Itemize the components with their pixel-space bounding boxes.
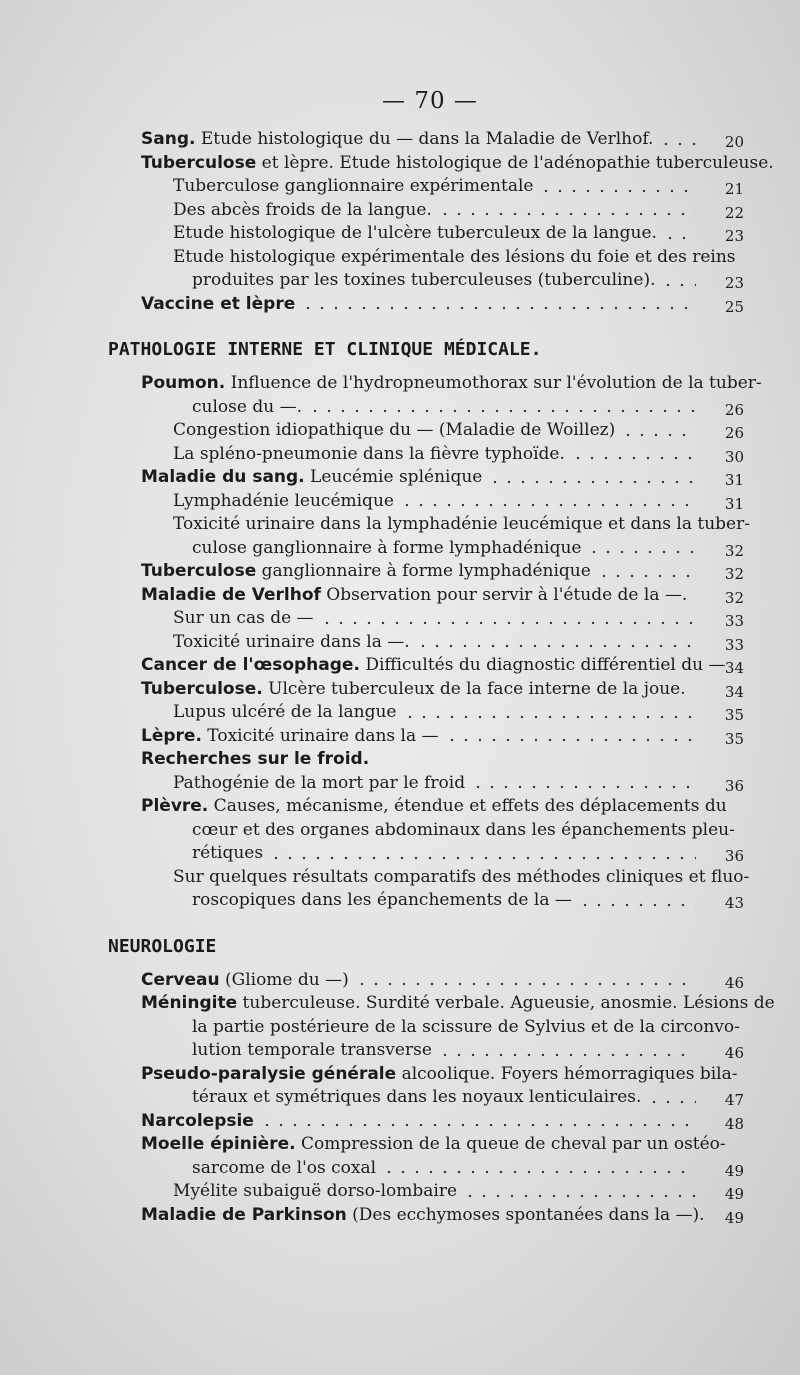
toc-entry [108, 128, 744, 152]
dot-leader [260, 1123, 696, 1127]
dot-leader [320, 621, 696, 625]
dot-leader [269, 856, 696, 860]
dot-leader [692, 691, 696, 695]
section-gap [108, 316, 744, 338]
entry-text: roscopiques dans les épanchements de la — [192, 890, 572, 910]
entry-heading: Plèvre. [141, 796, 209, 816]
line-text-wrap [173, 702, 397, 722]
dot-leader [382, 1170, 696, 1174]
page-ref: 33 [724, 635, 744, 654]
dot-leader [659, 142, 696, 146]
toc-line [108, 725, 744, 749]
line-text-wrap [141, 993, 775, 1013]
toc-entry [108, 654, 744, 678]
entry-text: alcoolique. Foyers hémorragiques bila- [396, 1063, 738, 1084]
toc-line [108, 866, 750, 890]
line-text-wrap [192, 538, 581, 558]
toc-line [108, 222, 744, 246]
line-text-wrap [173, 1181, 457, 1201]
line-text-wrap [141, 1205, 705, 1225]
page-ref: 46 [724, 973, 744, 992]
page-ref: 34 [724, 659, 744, 677]
entry-text: et lèpre. Etude histologique de l'adénopathie tuberculeuse. [256, 152, 774, 173]
page-ref: 32 [724, 588, 744, 607]
toc-line [108, 1133, 744, 1157]
dot-leader [571, 456, 696, 460]
dot-leader [663, 236, 696, 240]
entry-text: Influence de l'hydropneumothorax sur l'évolution de la tuber- [225, 373, 762, 393]
page-ref: 36 [724, 847, 744, 865]
toc-line [108, 1016, 744, 1040]
line-text-wrap [192, 270, 655, 290]
toc-entry [108, 1110, 744, 1134]
page-ref: 33 [724, 612, 744, 630]
dot-leader [355, 982, 696, 986]
line-text-wrap [141, 294, 295, 314]
entry-text: Leucémie splénique [304, 467, 483, 487]
entry-text: produites par les toxines tuberculeuses (tuberculine). [192, 270, 656, 290]
toc-line [108, 128, 744, 152]
dot-leader [445, 738, 696, 742]
toc-entry [108, 293, 744, 317]
dot-leader [403, 715, 697, 719]
line-text-wrap [141, 796, 727, 816]
entry-text: (Gliome du —) [219, 969, 349, 990]
toc-line [108, 1180, 744, 1204]
toc-line [108, 293, 744, 317]
dot-leader [539, 189, 696, 193]
dot-leader [693, 597, 696, 601]
dot-leader [400, 503, 696, 507]
page-ref: 21 [724, 180, 744, 198]
line-text-wrap [141, 1111, 254, 1131]
toc-line [108, 466, 744, 490]
page-ref: 25 [724, 297, 744, 316]
toc-line [108, 701, 744, 725]
line-text-wrap [141, 153, 774, 173]
entry-text: tuberculeuse. Surdité verbale. Agueusie, anosmie. Lésions de [237, 993, 775, 1013]
toc-entry [108, 969, 744, 993]
entry-heading: Poumon. [141, 373, 226, 393]
dot-leader [597, 574, 696, 578]
entry-text: La spléno-pneumonie dans la fièvre typhoïde. [173, 443, 565, 464]
toc-entry [108, 372, 762, 466]
table-of-contents [108, 128, 775, 1227]
toc-line [108, 372, 762, 396]
line-text-wrap [192, 843, 263, 863]
entry-heading: Maladie de Verlhof [141, 584, 321, 605]
toc-line [108, 748, 744, 772]
line-text-wrap [141, 655, 726, 675]
entry-heading: Sang. [141, 129, 196, 149]
dot-leader [416, 644, 696, 648]
page-ref: 49 [724, 1185, 744, 1203]
line-text-wrap [173, 867, 749, 887]
page-ref: 35 [724, 729, 744, 748]
page-ref: 49 [724, 1208, 744, 1227]
toc-line [108, 842, 744, 866]
entry-text: cœur et des organes abdominaux dans les épanchements pleu- [192, 819, 735, 840]
dot-leader [463, 1194, 696, 1198]
entry-text: Tuberculose ganglionnaire expérimentale [173, 176, 534, 196]
toc-line [108, 1204, 744, 1228]
page-ref: 23 [724, 274, 744, 292]
line-text-wrap [173, 773, 465, 793]
entry-heading: Cerveau [141, 969, 220, 990]
toc-entry [108, 748, 744, 795]
entry-text: Compression de la queue de cheval par un ostéo- [295, 1134, 726, 1154]
dot-leader [661, 283, 696, 287]
line-text-wrap [141, 1134, 726, 1154]
line-text-wrap [192, 820, 735, 840]
line-text-wrap [173, 444, 565, 464]
page-ref: 22 [724, 203, 744, 222]
toc-line [108, 1086, 744, 1110]
toc-line [108, 1063, 744, 1087]
entry-text: Toxicité urinaire dans la lymphadénie leucémique et dans la tuber- [173, 514, 750, 534]
toc-line [108, 443, 744, 467]
entry-text: Sur quelques résultats comparatifs des méthodes cliniques et fluo- [173, 866, 750, 887]
entry-text: Lymphadénie leucémique [173, 490, 394, 511]
page-ref: 26 [724, 424, 744, 442]
entry-text: ganglionnaire à forme lymphadénique [256, 561, 591, 581]
entry-heading: Vaccine et lèpre [141, 293, 296, 314]
entry-text: Causes, mécanisme, étendue et effets des déplacements du [208, 796, 727, 816]
page-ref: 36 [724, 776, 744, 795]
dot-leader [621, 433, 696, 437]
dot-leader [438, 1053, 696, 1057]
page-ref: 30 [724, 447, 744, 466]
toc-line [108, 1110, 744, 1134]
toc-entry [108, 1204, 744, 1228]
page-ref: 32 [724, 541, 744, 560]
entry-text: Difficultés du diagnostic différentiel du — [359, 655, 726, 675]
entry-text: Myélite subaiguë dorso-lombaire [173, 1181, 458, 1201]
line-text-wrap [192, 890, 572, 910]
line-text-wrap [173, 223, 657, 243]
entry-text: lution temporale transverse [192, 1040, 432, 1060]
line-text-wrap [141, 726, 439, 746]
toc-line [108, 584, 744, 608]
toc-line [108, 654, 744, 678]
entry-heading: Narcolepsie [141, 1110, 254, 1131]
entry-text: la partie postérieure de la scissure de Sylvius et de la circonvo- [192, 1016, 740, 1037]
entry-heading: Recherches sur le froid. [141, 749, 370, 769]
toc-line [108, 490, 744, 514]
dot-leader [578, 903, 696, 907]
toc-line [108, 419, 744, 443]
line-text-wrap [141, 467, 482, 487]
page-ref: 23 [724, 227, 744, 245]
line-text-wrap [192, 1040, 432, 1060]
entry-text: Pathogénie de la mort par le froid [173, 772, 466, 793]
toc-line [108, 969, 744, 993]
page-ref: 47 [724, 1091, 744, 1109]
entry-heading: Moelle épinière. [141, 1134, 296, 1154]
toc-line [108, 607, 744, 631]
line-text-wrap [173, 491, 394, 511]
line-text-wrap [141, 585, 687, 605]
entry-text: Lupus ulcéré de la langue [173, 702, 397, 722]
toc-line [108, 819, 744, 843]
line-text-wrap [173, 608, 314, 628]
toc-line [108, 889, 744, 913]
entry-text: Etude histologique de l'ulcère tuberculeux de la langue. [173, 223, 657, 243]
entry-text: Congestion idiopathique du — (Maladie de Woillez) [173, 420, 616, 440]
entry-text: téraux et symétriques dans les noyaux lenticulaires. [192, 1087, 642, 1107]
toc-line [108, 396, 744, 420]
page-ref: 48 [724, 1114, 744, 1133]
page-ref: 31 [724, 494, 744, 513]
line-text-wrap [192, 1087, 641, 1107]
entry-text: culose du —. [192, 396, 302, 417]
entry-text: Etude histologique du — dans la Maladie de Verlhof. [195, 129, 654, 149]
toc-line [108, 246, 744, 270]
page-ref: 43 [724, 894, 744, 912]
dot-leader [488, 480, 696, 484]
toc-line [108, 678, 744, 702]
line-text-wrap [173, 632, 410, 652]
line-text-wrap [173, 200, 432, 220]
toc-line [108, 992, 775, 1016]
entry-text: culose ganglionnaire à forme lymphadénique [192, 537, 582, 558]
entry-text: (Des ecchymoses spontanées dans la —). [346, 1204, 705, 1225]
line-text-wrap [141, 749, 369, 769]
toc-entry [108, 560, 744, 584]
entry-text: rétiques [192, 843, 264, 863]
section-gap [108, 959, 744, 969]
entry-heading: Pseudo-paralysie générale [141, 1063, 397, 1084]
page-number: — 70 — [382, 88, 478, 114]
toc-line [108, 152, 774, 176]
toc-line [108, 199, 744, 223]
line-text-wrap [192, 397, 302, 417]
entry-heading: Maladie du sang. [141, 467, 305, 487]
page-ref: 49 [724, 1161, 744, 1180]
dot-leader [587, 550, 696, 554]
entry-heading: Tuberculose. [141, 678, 263, 699]
section-gap [108, 362, 744, 372]
line-text-wrap [173, 247, 736, 267]
toc-entry [108, 584, 744, 655]
toc-line [108, 1039, 744, 1063]
toc-line [108, 537, 744, 561]
dot-leader [471, 785, 696, 789]
entry-heading: Maladie de Parkinson [141, 1204, 347, 1225]
dot-leader [308, 409, 696, 413]
line-text-wrap [192, 1017, 740, 1037]
toc-line [108, 772, 744, 796]
toc-line [108, 795, 744, 819]
section-gap [108, 913, 744, 935]
entry-heading: Tuberculose [141, 152, 257, 173]
section-heading: PATHOLOGIE INTERNE ET CLINIQUE MÉDICALE. [108, 339, 542, 360]
entry-heading: Cancer de l'œsophage. [141, 655, 360, 675]
dot-leader [301, 306, 696, 310]
page-ref: 35 [724, 706, 744, 724]
entry-text: Sur un cas de — [173, 608, 314, 628]
page-ref: 26 [724, 400, 744, 419]
line-text-wrap [141, 129, 653, 149]
toc-entry [108, 1063, 744, 1110]
line-text-wrap [173, 514, 750, 534]
toc-line [108, 513, 750, 537]
line-text-wrap [173, 420, 615, 440]
line-text-wrap [141, 970, 349, 990]
entry-text: Ulcère tuberculeux de la face interne de la joue. [262, 678, 686, 699]
entry-heading: Tuberculose [141, 561, 257, 581]
toc-line [108, 1157, 744, 1181]
page-ref: 31 [724, 471, 744, 489]
toc-entry [108, 152, 774, 293]
toc-entry [108, 678, 744, 725]
entry-text: Des abcès froids de la langue. [173, 199, 432, 220]
page-ref: 34 [724, 682, 744, 701]
entry-text: Toxicité urinaire dans la —. [173, 631, 410, 652]
toc-line [108, 175, 744, 199]
toc-entry [108, 1133, 744, 1204]
toc-line [108, 631, 744, 655]
entry-text: Observation pour servir à l'étude de la —. [320, 584, 688, 605]
entry-text: sarcome de l'os coxal [192, 1157, 377, 1178]
page-ref: 46 [724, 1044, 744, 1062]
toc-entry [108, 466, 750, 560]
toc-line [108, 560, 744, 584]
line-text-wrap [141, 1064, 737, 1084]
toc-line [108, 269, 744, 293]
line-text-wrap [173, 176, 533, 196]
toc-entry [108, 992, 775, 1063]
entry-heading: Méningite [141, 993, 238, 1013]
line-text-wrap [141, 561, 591, 581]
entry-heading: Lèpre. [141, 725, 202, 746]
line-text-wrap [192, 1158, 376, 1178]
toc-entry [108, 725, 744, 749]
page-ref: 32 [724, 565, 744, 583]
section-heading: NEUROLOGIE [108, 935, 217, 957]
line-text-wrap [141, 373, 762, 393]
page-ref: 20 [724, 133, 744, 151]
dot-leader [647, 1100, 696, 1104]
dot-leader [438, 212, 696, 216]
line-text-wrap [141, 679, 686, 699]
entry-text: Toxicité urinaire dans la — [201, 725, 439, 746]
toc-entry [108, 795, 750, 913]
entry-text: Etude histologique expérimentale des lésions du foie et des reins [173, 246, 736, 267]
